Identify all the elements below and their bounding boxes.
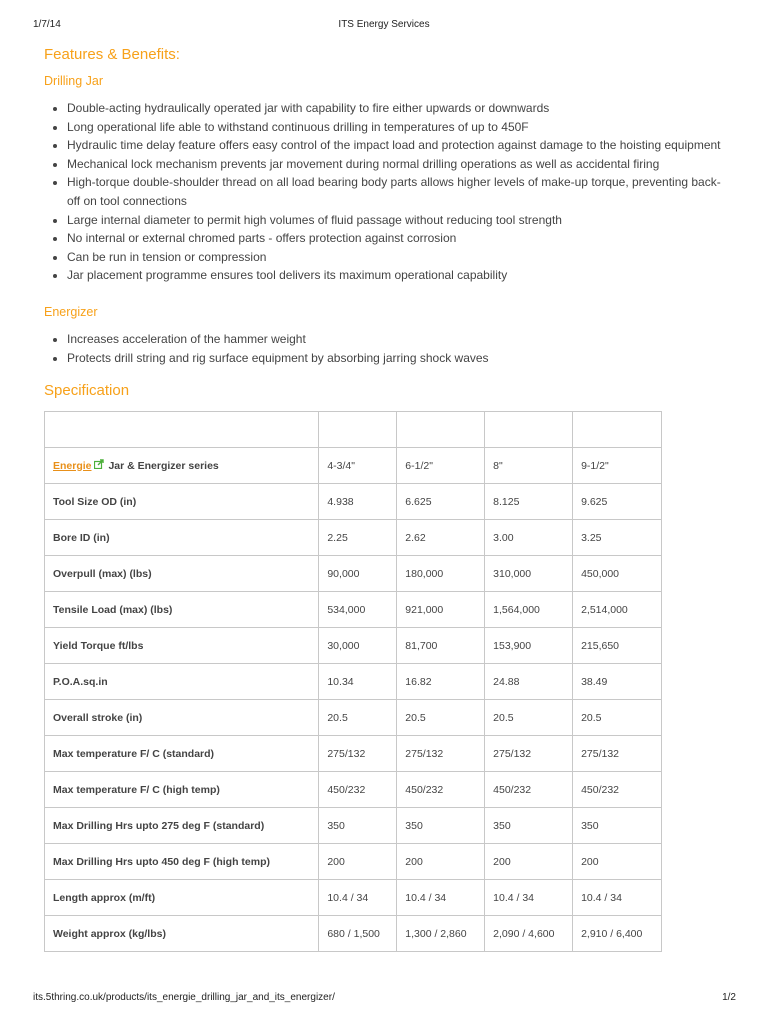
table-cell: 2.25 — [319, 520, 397, 556]
table-cell: 450/232 — [319, 772, 397, 808]
list-item: • Large internal diameter to permit high volumes of fluid passage without reducing tool strength — [67, 211, 724, 230]
table-cell — [573, 412, 662, 448]
energie-link[interactable]: Energie — [53, 459, 92, 472]
table-cell: 2.62 — [397, 520, 485, 556]
specification-table — [44, 411, 662, 952]
table-cell: 10.4 / 34 — [397, 880, 485, 916]
table-cell: 200 — [573, 844, 662, 880]
table-cell: 1,564,000 — [485, 592, 573, 628]
row-label: Yield Torque ft/lbs — [45, 628, 319, 664]
print-site-title: ITS Energy Services — [338, 19, 430, 30]
table-cell: 310,000 — [485, 556, 573, 592]
table-cell: 215,650 — [573, 628, 662, 664]
print-url: its.5thring.co.uk/products/its_energie_drilling_jar_and_its_energizer/ — [33, 992, 335, 1003]
list-item: • Jar placement programme ensures tool delivers its maximum operational capability — [67, 266, 724, 285]
table-cell: 350 — [485, 808, 573, 844]
table-cell: 275/132 — [319, 736, 397, 772]
specification-heading: Specification — [44, 382, 130, 400]
list-item: • High-torque double-shoulder thread on all load bearing body parts allows higher levels of make-up torque, preventing back-off on tool connections — [67, 173, 724, 210]
table-row — [45, 808, 662, 844]
table-cell: 81,700 — [397, 628, 485, 664]
size-header: 8" — [485, 448, 573, 484]
table-cell: 450/232 — [573, 772, 662, 808]
table-cell — [397, 412, 485, 448]
table-cell: 90,000 — [319, 556, 397, 592]
table-cell: 10.4 / 34 — [319, 880, 397, 916]
list-item: • Protects drill string and rig surface equipment by absorbing jarring shock waves — [67, 349, 724, 368]
external-link-icon[interactable] — [94, 459, 104, 469]
table-cell: 20.5 — [485, 700, 573, 736]
table-cell: 20.5 — [397, 700, 485, 736]
table-cell — [485, 412, 573, 448]
row-label: Bore ID (in) — [45, 520, 319, 556]
energizer-list — [44, 330, 724, 367]
table-cell: 2,090 / 4,600 — [485, 916, 573, 952]
table-cell: 3.25 — [573, 520, 662, 556]
page-content — [44, 45, 724, 952]
table-cell: 2,910 / 6,400 — [573, 916, 662, 952]
table-row — [45, 736, 662, 772]
print-footer — [0, 992, 768, 1006]
row-label: P.O.A.sq.in — [45, 664, 319, 700]
size-header: 4-3/4" — [319, 448, 397, 484]
table-cell: 20.5 — [573, 700, 662, 736]
list-item: • Increases acceleration of the hammer weight — [67, 330, 724, 349]
row-label: Max temperature F/ C (standard) — [45, 736, 319, 772]
series-cell — [45, 448, 319, 484]
size-header: 9-1/2" — [573, 448, 662, 484]
print-date: 1/7/14 — [33, 19, 61, 30]
row-label: Tool Size OD (in) — [45, 484, 319, 520]
energizer-heading: Energizer — [44, 304, 98, 319]
table-header-row — [45, 448, 662, 484]
table-row — [45, 916, 662, 952]
row-label: Overall stroke (in) — [45, 700, 319, 736]
list-item: • Mechanical lock mechanism prevents jar movement during normal drilling operations as well as accidental firing — [67, 155, 724, 174]
size-header: 6-1/2" — [397, 448, 485, 484]
table-row — [45, 772, 662, 808]
drilling-jar-heading: Drilling Jar — [44, 74, 104, 88]
row-label: Tensile Load (max) (lbs) — [45, 592, 319, 628]
table-cell: 24.88 — [485, 664, 573, 700]
table-row — [45, 556, 662, 592]
table-row — [45, 484, 662, 520]
print-header — [0, 19, 768, 33]
table-cell: 534,000 — [319, 592, 397, 628]
table-cell: 8.125 — [485, 484, 573, 520]
table-cell: 10.4 / 34 — [485, 880, 573, 916]
table-cell: 9.625 — [573, 484, 662, 520]
table-cell: 6.625 — [397, 484, 485, 520]
table-cell: 180,000 — [397, 556, 485, 592]
table-row — [45, 844, 662, 880]
table-cell: 350 — [573, 808, 662, 844]
row-label: Max Drilling Hrs upto 275 deg F (standard) — [45, 808, 319, 844]
row-label: Max temperature F/ C (high temp) — [45, 772, 319, 808]
table-cell: 450/232 — [485, 772, 573, 808]
row-label: Weight approx (kg/lbs) — [45, 916, 319, 952]
table-cell: 275/132 — [397, 736, 485, 772]
table-row — [45, 664, 662, 700]
table-cell: 200 — [319, 844, 397, 880]
table-cell: 275/132 — [573, 736, 662, 772]
table-cell — [45, 412, 319, 448]
table-cell: 350 — [397, 808, 485, 844]
row-label: Length approx (m/ft) — [45, 880, 319, 916]
list-item: • Double-acting hydraulically operated jar with capability to fire either upwards or downwards — [67, 99, 724, 118]
list-item: • No internal or external chromed parts - offers protection against corrosion — [67, 229, 724, 248]
table-row — [45, 880, 662, 916]
table-cell: 10.4 / 34 — [573, 880, 662, 916]
table-cell: 921,000 — [397, 592, 485, 628]
table-row — [45, 628, 662, 664]
drilling-jar-list — [44, 99, 724, 285]
row-label: Overpull (max) (lbs) — [45, 556, 319, 592]
table-cell: 1,300 / 2,860 — [397, 916, 485, 952]
list-item: • Hydraulic time delay feature offers easy control of the impact load and protection against damage to the hoisting equipment — [67, 136, 724, 155]
print-page-number: 1/2 — [722, 992, 736, 1003]
table-row — [45, 700, 662, 736]
table-cell: 2,514,000 — [573, 592, 662, 628]
table-cell: 450,000 — [573, 556, 662, 592]
table-row — [45, 592, 662, 628]
table-cell: 10.34 — [319, 664, 397, 700]
table-row — [45, 520, 662, 556]
table-cell: 3.00 — [485, 520, 573, 556]
table-cell: 4.938 — [319, 484, 397, 520]
table-cell: 200 — [397, 844, 485, 880]
table-cell: 200 — [485, 844, 573, 880]
row-label: Max Drilling Hrs upto 450 deg F (high temp) — [45, 844, 319, 880]
list-item: • Can be run in tension or compression — [67, 248, 724, 267]
series-label: Jar & Energizer series — [108, 459, 219, 472]
table-cell: 16.82 — [397, 664, 485, 700]
table-row-empty — [45, 412, 662, 448]
table-cell: 153,900 — [485, 628, 573, 664]
table-cell: 30,000 — [319, 628, 397, 664]
table-cell: 20.5 — [319, 700, 397, 736]
features-heading: Features & Benefits: — [44, 46, 180, 63]
table-cell: 450/232 — [397, 772, 485, 808]
table-cell: 350 — [319, 808, 397, 844]
table-cell: 680 / 1,500 — [319, 916, 397, 952]
table-cell — [319, 412, 397, 448]
list-item: • Long operational life able to withstand continuous drilling in temperatures of up to 450F — [67, 118, 724, 137]
table-cell: 275/132 — [485, 736, 573, 772]
table-cell: 38.49 — [573, 664, 662, 700]
